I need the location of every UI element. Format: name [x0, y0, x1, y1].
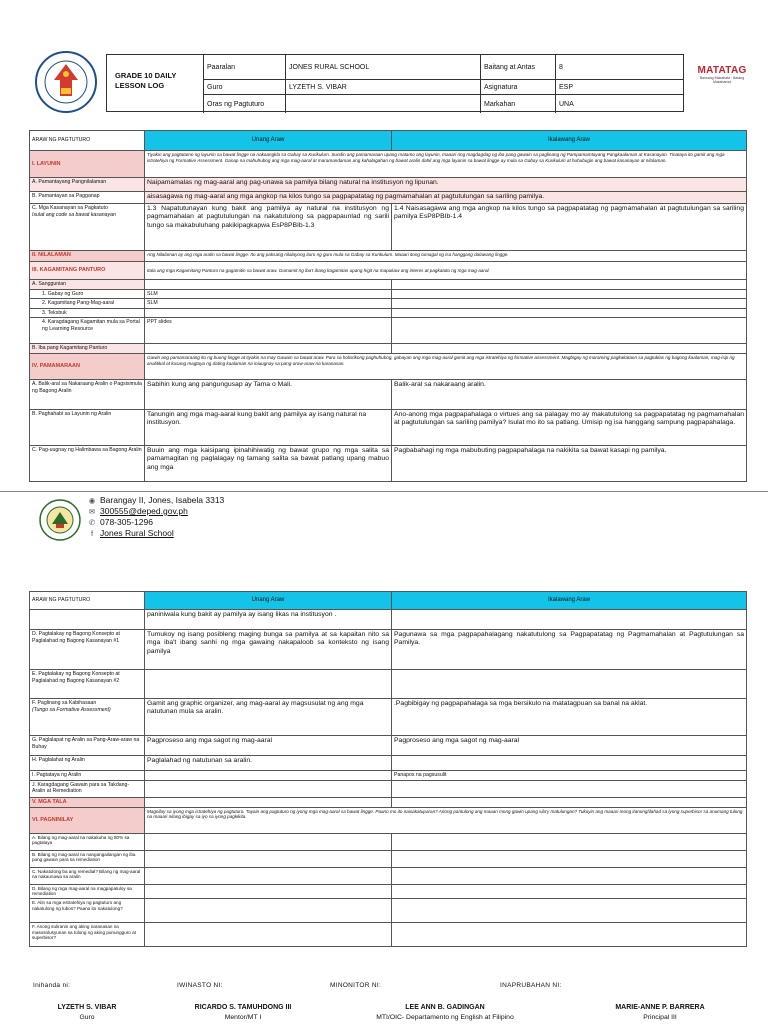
oras-label: Oras ng Pagtuturo: [203, 95, 285, 113]
karagdagang-gawain-label: J. Karagdagang Gawain para sa Takdang-Aralin at Remediation: [30, 780, 145, 797]
lesson-log-table-page2: [29, 591, 747, 947]
paglalapat-label: G. Paglalapat ng Aralin sa Pang-Araw-araw na Buhay: [30, 736, 145, 756]
matatag-logo-sub: Bansang Makabata · Batang Makabansa: [699, 76, 745, 84]
paglinang-sub: (Tungo sa Formative Assessment): [32, 706, 111, 713]
pagtalakay1-day2: Pagunawa sa mga pagpapahalagang nakatutulong sa Pagpapatatag ng Pagmamahalan at Pagtutulungan sa Pamilya.: [392, 630, 747, 670]
facebook-link[interactable]: Jones Rural School: [100, 528, 174, 538]
day2-header: Ikalawang Araw: [392, 131, 747, 151]
asignatura-value: ESP: [555, 80, 683, 95]
minonitor-label: MINONITOR NI:: [330, 982, 382, 989]
school-seal-icon: [38, 498, 82, 542]
paglalahat-day1: Paglalahad ng natutunan sa aralin.: [145, 756, 392, 771]
sanggunian-day2: [392, 280, 747, 290]
pagtataya-label: I. Pagtataya ng Aralin: [30, 771, 145, 781]
kasanayan-day1: 1.3 Napatutunayan kung bakit ang pamilya ay natural na institusyon ng pagmamahalan at pagtutulungan na nakatutulong sa pagpapaunlad ng sarili tungo sa makabuluhang pakikipagkapwa EsP8PBIb-1.3: [145, 204, 392, 251]
paglalapat-day1: Pagproseso ang mga sagot ng mag-aaral: [145, 736, 392, 756]
pamamaraan-note: Gawin ang pamamaraang ito ng buong lingge at tiyakin na may Gawain sa bawat araw. Para sa holistikong paghuhubog, gabayan ang mga mag-aaral gamit ang mga istratehiya ng formative assessment. Magbigay ng maraming pagkakataon sa pagtuklas ng bagong kaalaman, mag-isip ng analitikal at kusang magtaya ng dating kaalaman na iniuugnay sa pang-araw-araw na karanasan.: [145, 354, 747, 380]
teksbuk-day2: [392, 308, 747, 318]
guro-label: Guro: [203, 80, 285, 95]
reflection-c-day2: [392, 867, 747, 884]
nilalaman-heading: II. NILALAMAN: [30, 251, 145, 262]
facebook-icon: f: [90, 529, 94, 538]
layunin-heading: I. LAYUNIN: [30, 151, 145, 178]
paglinang-label: [30, 699, 145, 736]
pag-uugnay-day1: Buuin ang mga kaisipang ipinahihiwatig ng bawat grupo ng mga salita sa pamamagitan ng paglalagay ng tamang salita sa bawat patlang upang mabuo ang mga: [145, 446, 392, 482]
pagninilay-heading: VI. PAGNINILAY: [30, 807, 145, 833]
signatory-name-mentor: RICARDO S. TAMUHDONG III: [194, 1004, 292, 1011]
pamantayan-pagganap-label: B. Pamantayan sa Pagganap: [30, 192, 145, 204]
day-column-label-p2: ARAW NG PAGTUTURO: [30, 592, 145, 610]
deped-seal-icon: [34, 50, 98, 114]
kasanayan-title: C. Mga Kasanayan sa Pagkatuto: [32, 205, 108, 211]
pagtalakay2-day2: [392, 670, 747, 699]
day-column-label: ARAW NG PAGTUTURO: [30, 131, 145, 151]
paglinang-title: F. Paglinang sa Kabihasaan: [32, 700, 97, 706]
continuation-day2: [392, 610, 747, 630]
day1-header: Unang Araw: [145, 131, 392, 151]
paghahabi-day2: Ano-anong mga pagpapahalaga o virtues ang sa palagay mo ay makatutulong sa pagpapatatag ng pagmamahalan at pagtutulungan sa sariling pamilya? Isulat mo ito sa patlang. Umisip ng isa hanggang sampung pagpapahalaga.: [392, 410, 747, 446]
gabay-day1: SLM: [145, 289, 392, 299]
reflection-e-day1: [145, 898, 392, 922]
reflection-e-label: E. Alin sa mga estratehiya ng pagtuturo ang nakatulong ng lubos? Paano ito nakatulong?: [30, 898, 145, 922]
pamamaraan-heading: IV. PAMAMARAAN: [30, 354, 145, 380]
markahan-label: Markahan: [480, 95, 555, 113]
inihanda-label: Inihanda ni:: [33, 982, 71, 989]
signatory-role-oic: MTI/OIC- Departamento ng English at Filipino: [376, 1014, 514, 1021]
pamantayang-pangnilalaman-text: Naipamamalas ng mag-aaral ang pag-unawa sa pamilya bilang natural na institusyon ng lipunan.: [145, 178, 747, 192]
paglinang-day2: .Pagbibigay ng pagpapahalaga sa mga bersikulo na matatagpuan sa banal na aklat.: [392, 699, 747, 736]
reflection-c-label: C. Nakatulong ba ang remedial? Bilang ng mag-aaral na nakaunawa sa aralin: [30, 867, 145, 884]
mga-tala-heading: V. MGA TALA: [30, 797, 145, 807]
paaralan-label: Paaralan: [203, 55, 285, 80]
paglalahat-day2: [392, 756, 747, 771]
sanggunian-day1: [145, 280, 392, 290]
balik-aral-day1: Sabihin kung ang pangungusap ay Tama o Mali.: [145, 380, 392, 410]
phone-icon: ✆: [88, 518, 96, 527]
karagdagang-gawain-day1: [145, 780, 392, 797]
iwinasto-label: IWINASTO NI:: [177, 982, 223, 989]
paghahabi-label: B. Paghahabi sa Layunin ng Aralin: [30, 410, 145, 446]
karagdagang-day1: PPT slides: [145, 318, 392, 344]
day1-header-p2: Unang Araw: [145, 592, 392, 610]
matatag-logo: [692, 65, 752, 101]
kagamitan-note: Itala ang mga Kagamitang Panturo na gagamitin sa bawat araw. Gumamit ng iba't ibang kagamitan upang higit na mapukaw ang interes at pagkatuto ng mga mag-aaral.: [145, 262, 747, 280]
sanggunian-label: A. Sanggunian: [30, 280, 145, 290]
pagtalakay2-label: E. Pagtalakay ng Bagong Konsepto at Paglalahad ng Bagong Kasanayan #2: [30, 670, 145, 699]
iba-kagamitan-day1: [145, 344, 392, 354]
lesson-log-info-box: [106, 54, 684, 112]
reflection-e-day2: [392, 898, 747, 922]
pamantayan-pagganap-text: aisasagawa ng mag-aaral ang mga angkop na kilos tungo sa pagpapatatag ng pagmamahalan at pagtutulungan sa sariling pamilya.: [145, 192, 747, 204]
kasanayan-sub: Isulat ang code sa bawat kasanayan: [32, 211, 116, 218]
address-text: Barangay II, Jones, Isabela 3313: [100, 495, 225, 505]
log-title: GRADE 10 DAILY LESSON LOG: [115, 71, 177, 90]
signatory-role-mentor: Mentor/MT I: [224, 1014, 262, 1021]
signatory-name-guro: LYZETH S. VIBAR: [57, 1004, 117, 1011]
gabay-day2: [392, 289, 747, 299]
paglalapat-day2: Pagproseso ang mga sagot ng mag-aaral: [392, 736, 747, 756]
contact-info: [88, 495, 224, 539]
reflection-d-label: D. Bilang ng mga mag-aaral na magpapatuloy sa remediation: [30, 884, 145, 898]
gabay-label: 1. Gabay ng Guro: [30, 289, 145, 299]
karagdagang-day2: [392, 318, 747, 344]
lesson-log-table-page1: [29, 130, 747, 482]
school-contact-footer: [0, 491, 768, 551]
phone-row: [88, 517, 224, 528]
signatory-role-guro: Guro: [79, 1014, 95, 1021]
paghahabi-day1: Tanungin ang mga mag-aaral kung bakit ang pamilya ay isang natural na institusyon.: [145, 410, 392, 446]
info-grid: [203, 55, 683, 111]
mga-tala-day2: [392, 797, 747, 807]
email-row: [88, 506, 224, 517]
baitang-value: 8: [555, 55, 683, 80]
markahan-value: UNA: [555, 95, 683, 113]
balik-aral-label: A. Balik-aral sa Nakaraang Aralin o Pagsisimula ng Bagong Aralin: [30, 380, 145, 410]
kasanayan-label: [30, 204, 145, 251]
matatag-logo-text: MATATAG: [697, 65, 747, 76]
pag-uugnay-day2: Pagbabahagi ng mga mabubuting pagpapahalaga na nakikita sa bawat kasapi ng pamilya.: [392, 446, 747, 482]
continuation-label: [30, 610, 145, 630]
layunin-note: Tiyakin ang pagtatamo ng layunin sa bawat lingge na nakaangkla sa Gabay sa Kurikulum. Sundin ang pamamaraan upang matamo ang layunin, maaari ring magdagdag ng iba pang gawain sa paglinang ng Pampamamtayang Pangkaalaman at Kasanayan. Tinataya ito gamit ang mga istratehiya ng Formative Assessment. Ganap na mahuhubog ang mga mag-aaral at maramandaman ang kahalagahan ng bawat aralin dahil ang mga layunin sa bawat lingge ay mula sa Gabay sa Kurikulum at huhubugin ang bawat kasanayan at nilalaman.: [145, 151, 747, 178]
reflection-d-day1: [145, 884, 392, 898]
reflection-f-label: F. Anong suliranin ang aking naranasan na masosolusyunan sa tulong ng aking punungguro at superbisor?: [30, 922, 145, 946]
signatory-name-oic: LEE ANN B. GADINGAN: [405, 1004, 485, 1011]
karagdagang-gawain-day2: [392, 780, 747, 797]
kasanayan-day2: 1.4 Naisasagawa ang mga angkop na kilos tungo sa pagpapatatag ng pagmamahalan at pagtutulungan sa sariling pamilya EsP8PBIb-1.4: [392, 204, 747, 251]
location-pin-icon: ◉: [88, 496, 96, 505]
reflection-a-day1: [145, 833, 392, 850]
reflection-b-label: B. Bilang ng mag-aaral na nangangailangan ng iba pang gawain para sa remediation: [30, 850, 145, 867]
reflection-f-day2: [392, 922, 747, 946]
guro-value: LYZETH S. VIBAR: [285, 80, 480, 95]
paglinang-day1: Gamit ang graphic organizer, ang mag-aaral ay magsusulat ng ang mga natutunan mula sa aralin.: [145, 699, 392, 736]
nilalaman-note: Ang Nilalaman ay ang mga aralin sa bawat lingge. Ito ang paksang nilalayong ituro ng guro mula sa Gabay sa Kurikulum. Maaari itong tumagal ng isa hanggang dalawang lingge.: [145, 251, 747, 262]
signatory-name-principal: MARIE-ANNE P. BARRERA: [615, 1004, 705, 1011]
pagtataya-day1: [145, 771, 392, 781]
pagtalakay2-day1: [145, 670, 392, 699]
pagtataya-day2: Panapos na pagsusulit: [392, 771, 747, 781]
pamantayang-pangnilalaman-label: A. Pamantayang Pangnilalaman: [30, 178, 145, 192]
envelope-icon: ✉: [88, 507, 96, 516]
day2-header-p2: Ikalawang Araw: [392, 592, 747, 610]
kagamitan-mag-day1: SLM: [145, 299, 392, 309]
teksbuk-label: 3. Teksbuk: [30, 308, 145, 318]
reflection-b-day1: [145, 850, 392, 867]
kagamitan-heading: III. KAGAMITANG PANTURO: [30, 262, 145, 280]
kagamitan-mag-label: 2. Kagamitang Pang-Mag-aaral: [30, 299, 145, 309]
continuation-day1: paniniwala kung bakit ay pamilya ay isang likas na institusyon .: [145, 610, 392, 630]
address-row: [88, 495, 224, 506]
reflection-f-day1: [145, 922, 392, 946]
phone-text: 078-305-1296: [100, 517, 153, 527]
reflection-a-label: A. Bilang ng mag-aaral na nakakuha ng 80% sa pagtataya: [30, 833, 145, 850]
reflection-c-day1: [145, 867, 392, 884]
iba-kagamitan-day2: [392, 344, 747, 354]
lesson-log-header: [22, 50, 746, 118]
pagninilay-note: Magnilay sa iyong mga istratehiya ng pagtuturo. Tayain ang pagtuturo ng iyong mga mag-aaral sa bawat lingge. Paano mo ito naisakatuparan? Anong pantulong ang maaari mong gawin upang sila'y matulungan? Tukuyin ang maaari mong itanong/ilahad sa iyong superbisor sa anumang tulong na maaari nilang ibigay sa iyo sa iyong pagkikita.: [145, 807, 747, 833]
paglalahat-label: H. Paglalahat ng Aralin: [30, 756, 145, 771]
paaralan-value: JONES RURAL SCHOOL: [285, 55, 480, 80]
mga-tala-day1: [145, 797, 392, 807]
baitang-label: Baitang at Antas: [480, 55, 555, 80]
karagdagang-label: 4. Karagdagang Kagamitan mula sa Portal ng Learning Resource: [30, 318, 145, 344]
reflection-b-day2: [392, 850, 747, 867]
iba-kagamitan-label: B. Iba pang Kagamitang Panturo: [30, 344, 145, 354]
pag-uugnay-label: C. Pag-uugnay ng Halimbawa sa Bagong Aralin: [30, 446, 145, 482]
footer-divider: [0, 491, 768, 492]
facebook-row: [88, 528, 224, 539]
email-link[interactable]: 300555@deped.gov.ph: [100, 506, 188, 516]
asignatura-label: Asignatura: [480, 80, 555, 95]
reflection-d-day2: [392, 884, 747, 898]
balik-aral-day2: Balik-aral sa nakaraang aralin.: [392, 380, 747, 410]
inaprubahan-label: INAPRUBAHAN NI:: [500, 982, 562, 989]
teksbuk-day1: [145, 308, 392, 318]
oras-value: [285, 95, 480, 113]
pagtalakay1-day1: Tumukoy ng isang posibleng maging bunga sa pamilya at sa kapaitan nito sa mga iba't ibang sanhi ng mga gawaing nakapaloob sa konteksto ng isang pamilya: [145, 630, 392, 670]
signatory-role-principal: Principal III: [643, 1014, 677, 1021]
reflection-a-day2: [392, 833, 747, 850]
pagtalakay1-label: D. Pagtalakay ng Bagong Konsepto at Paglalahad ng Bagong Kasanayan #1: [30, 630, 145, 670]
kagamitan-mag-day2: [392, 299, 747, 309]
